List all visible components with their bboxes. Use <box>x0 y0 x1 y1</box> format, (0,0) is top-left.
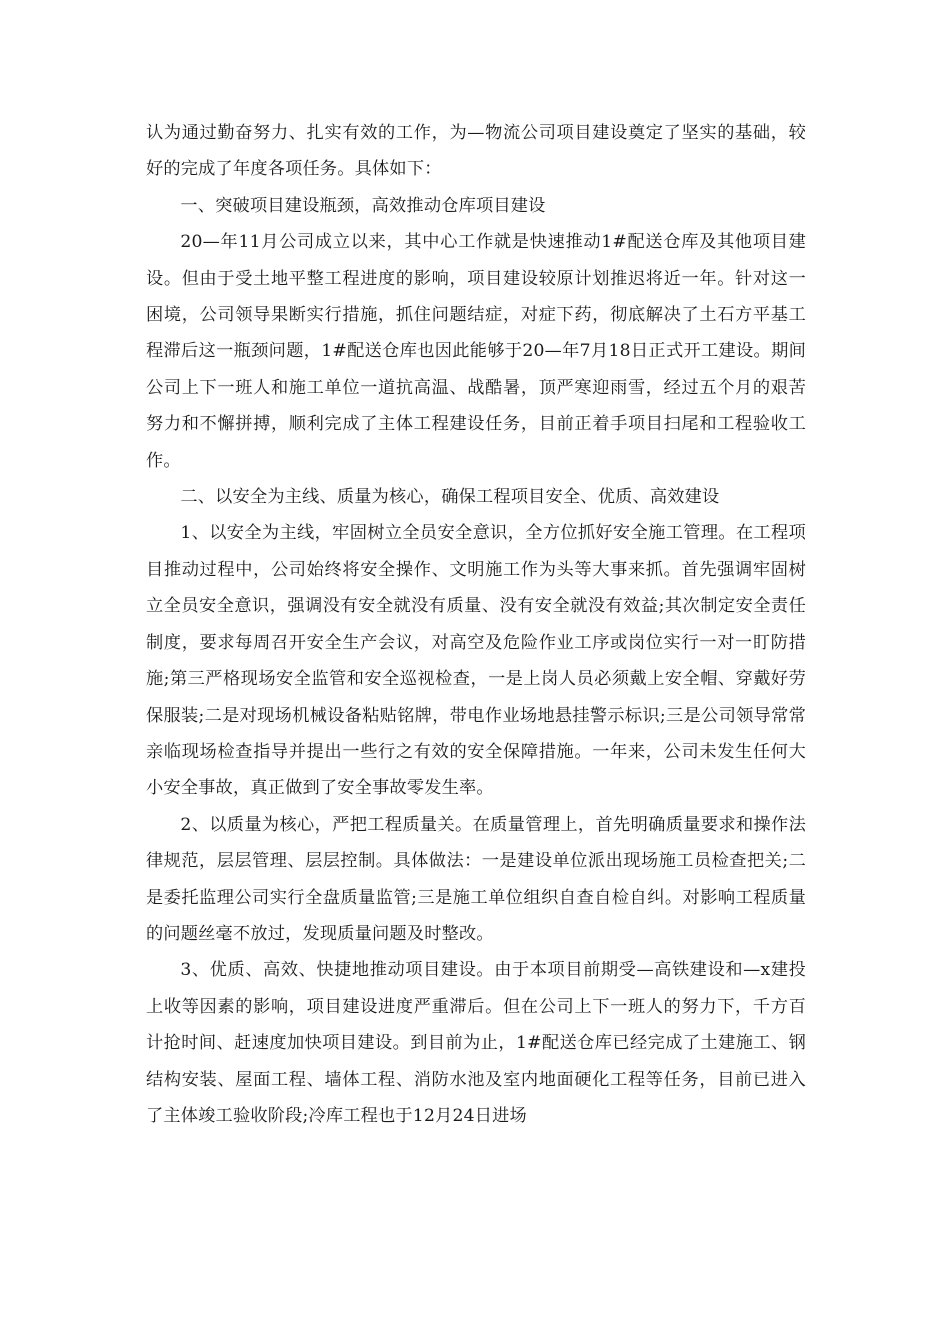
paragraph-quality: 2、以质量为核心，严把工程质量关。在质量管理上，首先明确质量要求和操作法律规范，层层管理、层层控制。具体做法：一是建设单位派出现场施工员检查把关;二是委托监理公司实行全盘质量监管;三是施工单位组织自查自检自纠。对影响工程质量的问题丝毫不放过，发现质量问题及时整改。 <box>146 814 806 944</box>
paragraph-warehouse-progress: 20—年11月公司成立以来，其中心工作就是快速推动1#配送仓库及其他项目建设。但由于受土地平整工程进度的影响，项目建设较原计划推迟将近一年。针对这一困境，公司领导果断实行措施，抓住问题结症，对症下药，彻底解决了土石方平基工程滞后这一瓶颈问题，1#配送仓库也因此能够于20—年7月18日正式开工建设。期间公司上下一班人和施工单位一道抗高温、战酷暑，顶严寒迎雨雪，经过五个月的艰苦努力和不懈拼搏，顺利完成了主体工程建设任务，目前正着手项目扫尾和工程验收工作。 <box>146 232 806 471</box>
paragraph-intro: 认为通过勤奋努力、扎实有效的工作，为—物流公司项目建设奠定了坚实的基础，较好的完成了年度各项任务。具体如下： <box>146 123 806 180</box>
heading-section-1: 一、突破项目建设瓶颈，高效推动仓库项目建设 <box>180 195 546 216</box>
paragraph-safety: 1、以安全为主线，牢固树立全员安全意识，全方位抓好安全施工管理。在工程项目推动过程中，公司始终将安全操作、文明施工作为头等大事来抓。首先强调牢固树立全员安全意识，强调没有安全就没有质量、没有安全就没有效益;其次制定安全责任制度，要求每周召开安全生产会议，对高空及危险作业工序或岗位实行一对一盯防措施;第三严格现场安全监管和安全巡视检查，一是上岗人员必须戴上安全帽、穿戴好劳保服装;二是对现场机械设备粘贴铭牌，带电作业场地悬挂警示标识;三是公司领导常常亲临现场检查指导并提出一些行之有效的安全保障措施。一年来，公司未发生任何大小安全事故，真正做到了安全事故零发生率。 <box>146 523 806 799</box>
document-page <box>146 115 806 1134</box>
paragraph-efficiency: 3、优质、高效、快捷地推动项目建设。由于本项目前期受—高铁建设和—x建投上收等因素的影响，项目建设进度严重滞后。但在公司上下一班人的努力下，千方百计抢时间、赶速度加快项目建设。到目前为止，1#配送仓库已经完成了土建施工、钢结构安装、屋面工程、墙体工程、消防水池及室内地面硬化工程等任务，目前已进入了主体竣工验收阶段;冷库工程也于12月24日进场 <box>146 960 806 1126</box>
heading-section-2: 二、以安全为主线、质量为核心，确保工程项目安全、优质、高效建设 <box>180 487 720 508</box>
